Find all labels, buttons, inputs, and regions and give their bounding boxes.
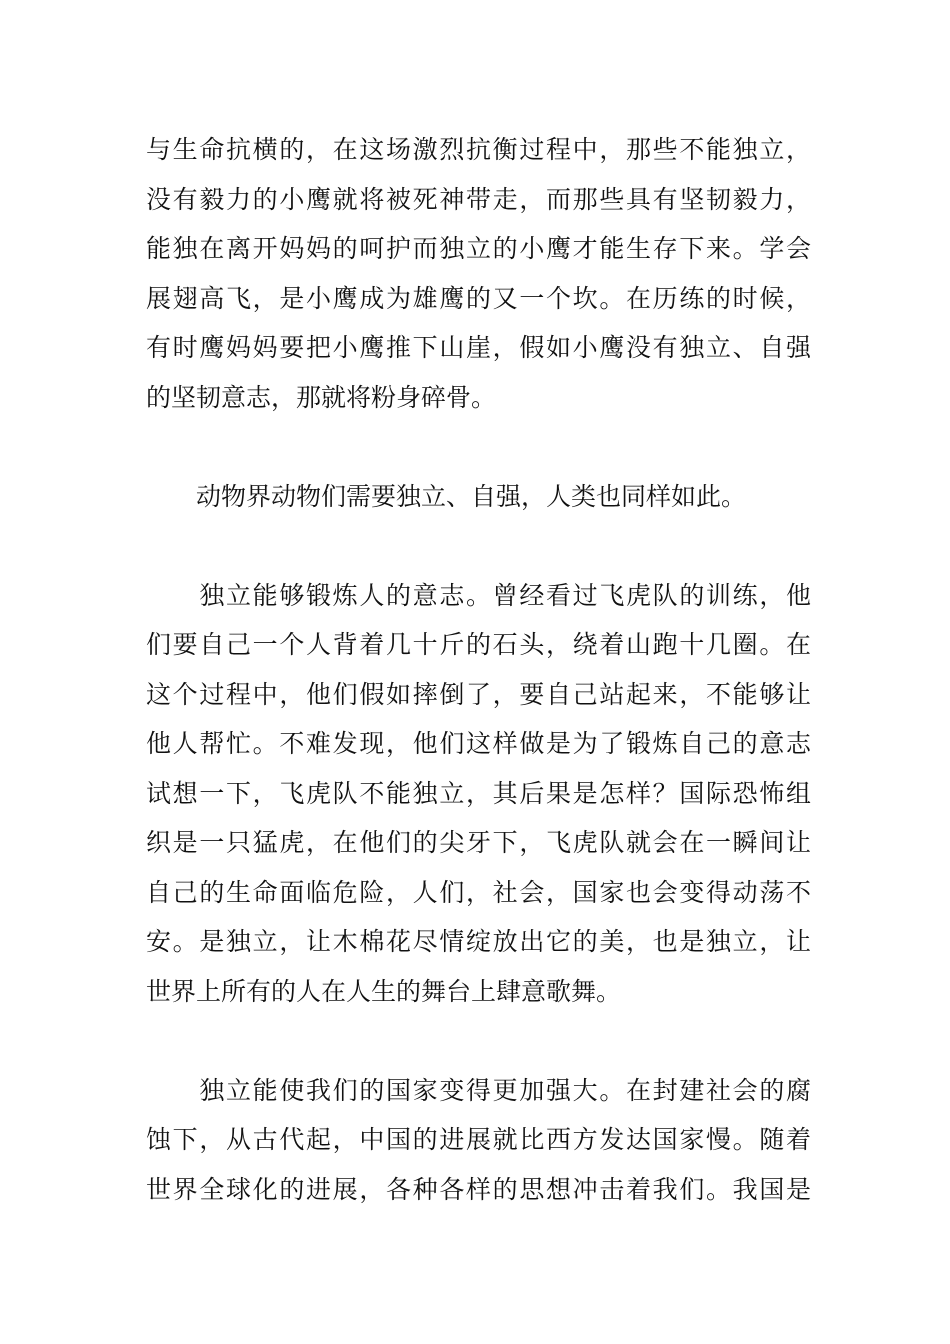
text-line: 展翅高飞，是小鹰成为雄鹰的又一个坎。在历练的时候，	[146, 283, 811, 313]
text-line: 他人帮忙。不难发现，他们这样做是为了锻炼自己的意志	[146, 729, 811, 758]
paragraph-transition	[146, 472, 811, 522]
text-line: 与生命抗横的，在这场激烈抗衡过程中，那些不能独立，	[146, 135, 811, 164]
text-line: 的坚韧意志，那就将粉身碎骨。	[146, 382, 497, 412]
text-line: 织是一只猛虎，在他们的尖牙下，飞虎队就会在一瞬间让	[146, 828, 811, 857]
text-line: 蚀下，从古代起，中国的进展就比西方发达国家慢。随着	[146, 1125, 811, 1154]
paragraph-nation	[146, 1066, 811, 1215]
text-line: 试想一下，飞虎队不能独立，其后果是怎样？国际恐怖组	[146, 778, 811, 808]
text-line: 动物界动物们需要独立、自强，人类也同样如此。	[146, 481, 747, 511]
text-line: 自己的生命面临危险，人们，社会，国家也会变得动荡不	[146, 877, 811, 907]
text-line: 世界上所有的人在人生的舞台上肆意歌舞。	[146, 976, 622, 1006]
paragraph-eagle	[146, 125, 811, 422]
text-line: 能独在离开妈妈的呵护而独立的小鹰才能生存下来。学会	[146, 234, 811, 263]
paragraph-will	[146, 571, 811, 1017]
paragraph-gap	[146, 1016, 811, 1066]
document-body	[146, 125, 811, 1214]
text-line: 独立能够锻炼人的意志。曾经看过飞虎队的训练，他	[146, 580, 811, 610]
text-line: 安。是独立，让木棉花尽情绽放出它的美，也是独立，让	[146, 927, 811, 956]
text-line: 们要自己一个人背着几十斤的石头，绕着山跑十几圈。在	[146, 630, 811, 659]
text-line: 没有毅力的小鹰就将被死神带走，而那些具有坚韧毅力，	[146, 184, 811, 214]
text-line: 有时鹰妈妈要把小鹰推下山崖，假如小鹰没有独立、自强	[146, 333, 811, 362]
text-line: 这个过程中，他们假如摔倒了，要自己站起来，不能够让	[146, 679, 811, 709]
text-line: 世界全球化的进展，各种各样的思想冲击着我们。我国是	[146, 1174, 811, 1204]
paragraph-gap	[146, 422, 811, 472]
paragraph-gap	[146, 521, 811, 571]
text-line: 独立能使我们的国家变得更加强大。在封建社会的腐	[146, 1075, 811, 1105]
